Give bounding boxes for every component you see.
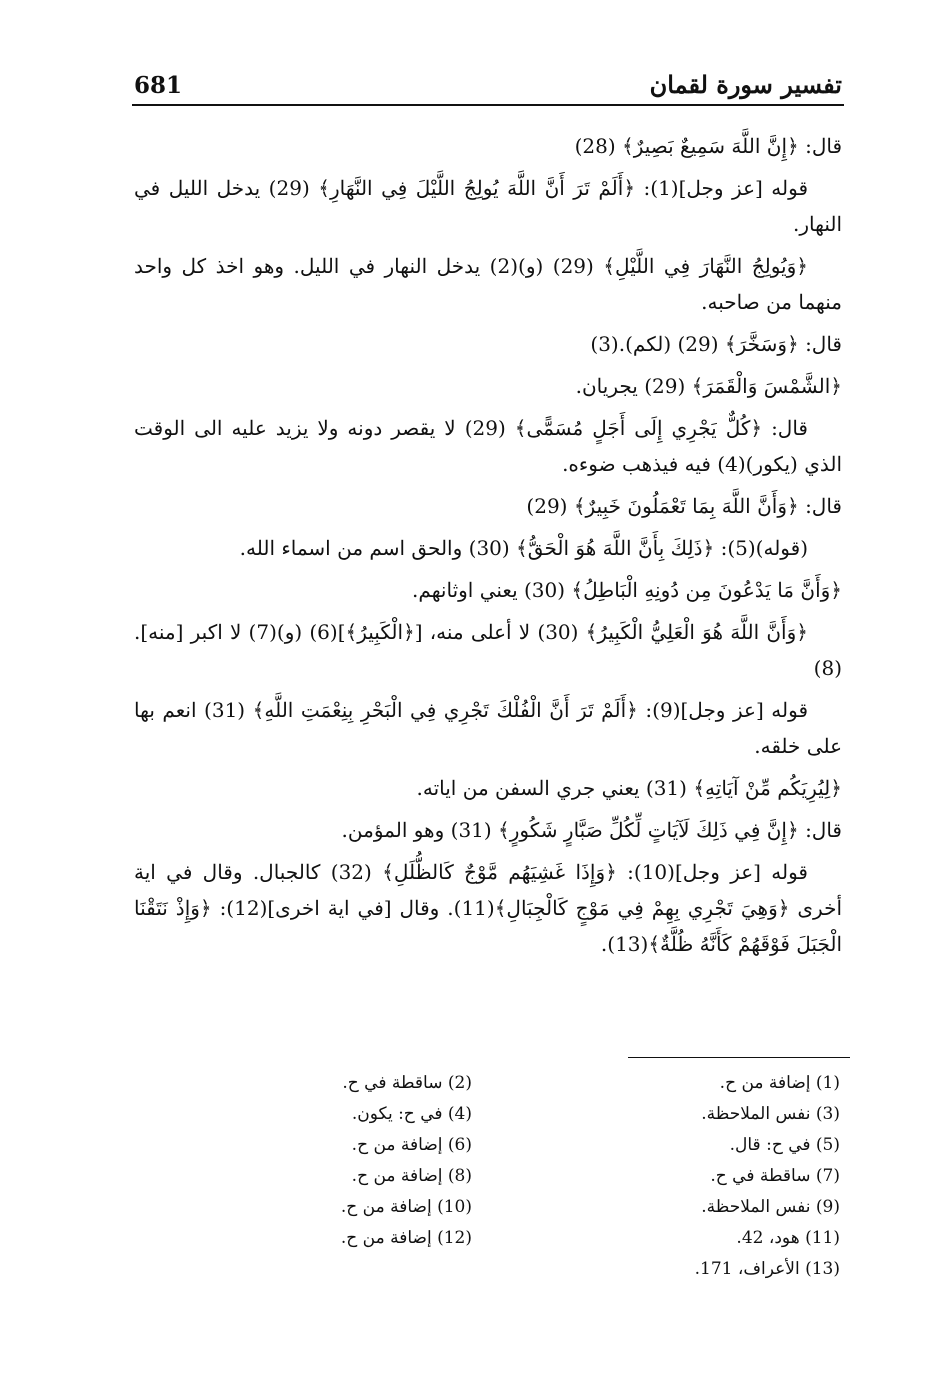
body-text	[134, 128, 842, 968]
paragraph: قوله [عز وجل](10): ﴿وَإِذَا غَشِيَهُم مَّوْجٌ كَالظُّلَلِ﴾ (32) كالجبال. وقال في اية أخرى ﴿وَهِيَ تَجْرِي بِهِمْ فِي مَوْجٍ كَالْجِبَالِ﴾(11). وقال [في اية اخرى](12): ﴿وَإِذْ نَتَقْنَا الْجَبَلَ فَوْقَهُمْ كَأَنَّهُ ظُلَّةٌ﴾(13).	[134, 860, 843, 956]
paragraph: قال: ﴿وَسَخَّرَ﴾ (29) (لكم).(3)	[590, 332, 842, 356]
footnote: (8) إضافة من ح.	[351, 1166, 472, 1186]
footnote: (12) إضافة من ح.	[340, 1228, 472, 1248]
paragraph: قال: ﴿إِنَّ اللَّهَ سَمِيعٌ بَصِيرٌ﴾ (28)	[574, 134, 842, 158]
running-title: تفسير سورة لقمان	[649, 70, 842, 99]
paragraph: ﴿وَأَنَّ اللَّهَ هُوَ الْعَلِيُّ الْكَبِيرُ﴾ (30) لا أعلى منه، [﴿الْكَبِيرُ﴾](6) (و)(7) لا اكبر [منه].(8)	[134, 620, 842, 680]
footnote: (10) إضافة من ح.	[340, 1197, 472, 1217]
paragraph: (قوله)(5): ﴿ذَلِكَ بِأَنَّ اللَّهَ هُوَ الْحَقُّ﴾ (30) والحق اسم من اسماء الله.	[239, 536, 808, 560]
footnote: (13) الأعراف، 171.	[694, 1259, 840, 1279]
page-header	[134, 62, 842, 102]
paragraph: ﴿وَأَنَّ مَا يَدْعُونَ مِن دُونِهِ الْبَاطِلُ﴾ (30) يعني اوثانهم.	[412, 578, 842, 602]
header-rule	[132, 104, 844, 106]
footnote: (4) في ح: يكون.	[351, 1104, 472, 1124]
footnote: (9) نفس الملاحظة.	[701, 1197, 840, 1217]
paragraph: قوله [عز وجل](1): ﴿أَلَمْ تَرَ أَنَّ اللَّهَ يُولِجُ اللَّيْلَ فِي النَّهَارِ﴾ (29) يدخل الليل في النهار.	[134, 176, 842, 236]
footnotes	[134, 1068, 850, 1285]
paragraph: قال: ﴿وَأَنَّ اللَّهَ بِمَا تَعْمَلُونَ خَبِيرٌ﴾ (29)	[526, 494, 842, 518]
footnote: (7) ساقطة في ح.	[710, 1166, 840, 1186]
footnote: (11) هود، 42.	[736, 1228, 840, 1248]
footnote-rule	[628, 1057, 850, 1058]
paragraph: ﴿لِيُرِيَكُم مِّنْ آيَاتِهِ﴾ (31) يعني جري السفن من اياته.	[416, 776, 842, 800]
footnote: (2) ساقطة في ح.	[342, 1073, 472, 1093]
footnote: (3) نفس الملاحظة.	[701, 1104, 840, 1124]
footnote: (6) إضافة من ح.	[351, 1135, 472, 1155]
paragraph: ﴿وَيُولِجُ النَّهَارَ فِي اللَّيْلِ﴾ (29) (و)(2) يدخل النهار في الليل. وهو اخذ كل واحد منهما من صاحبه.	[134, 254, 842, 314]
footnote: (5) في ح: قال.	[729, 1135, 840, 1155]
paragraph: قوله [عز وجل](9): ﴿أَلَمْ تَرَ أَنَّ الْفُلْكَ تَجْرِي فِي الْبَحْرِ بِنِعْمَتِ اللَّهِ﴾ (31) انعم بها على خلقه.	[134, 698, 842, 758]
paragraph: قال: ﴿كُلٌّ يَجْرِي إِلَى أَجَلٍ مُسَمًّى﴾ (29) لا يقصر دونه ولا يزيد عليه الى الوقت الذي (يكور)(4) فيه فيذهب ضوءه.	[134, 416, 842, 476]
paragraph: قال: ﴿إِنَّ فِي ذَلِكَ لَآيَاتٍ لِّكُلِّ صَبَّارٍ شَكُورٍ﴾ (31) وهو المؤمن.	[341, 818, 842, 842]
footnote: (1) إضافة من ح.	[719, 1073, 840, 1093]
page-number: 681	[134, 72, 183, 99]
paragraph: ﴿الشَّمْسَ وَالْقَمَرَ﴾ (29) يجريان.	[575, 374, 842, 398]
